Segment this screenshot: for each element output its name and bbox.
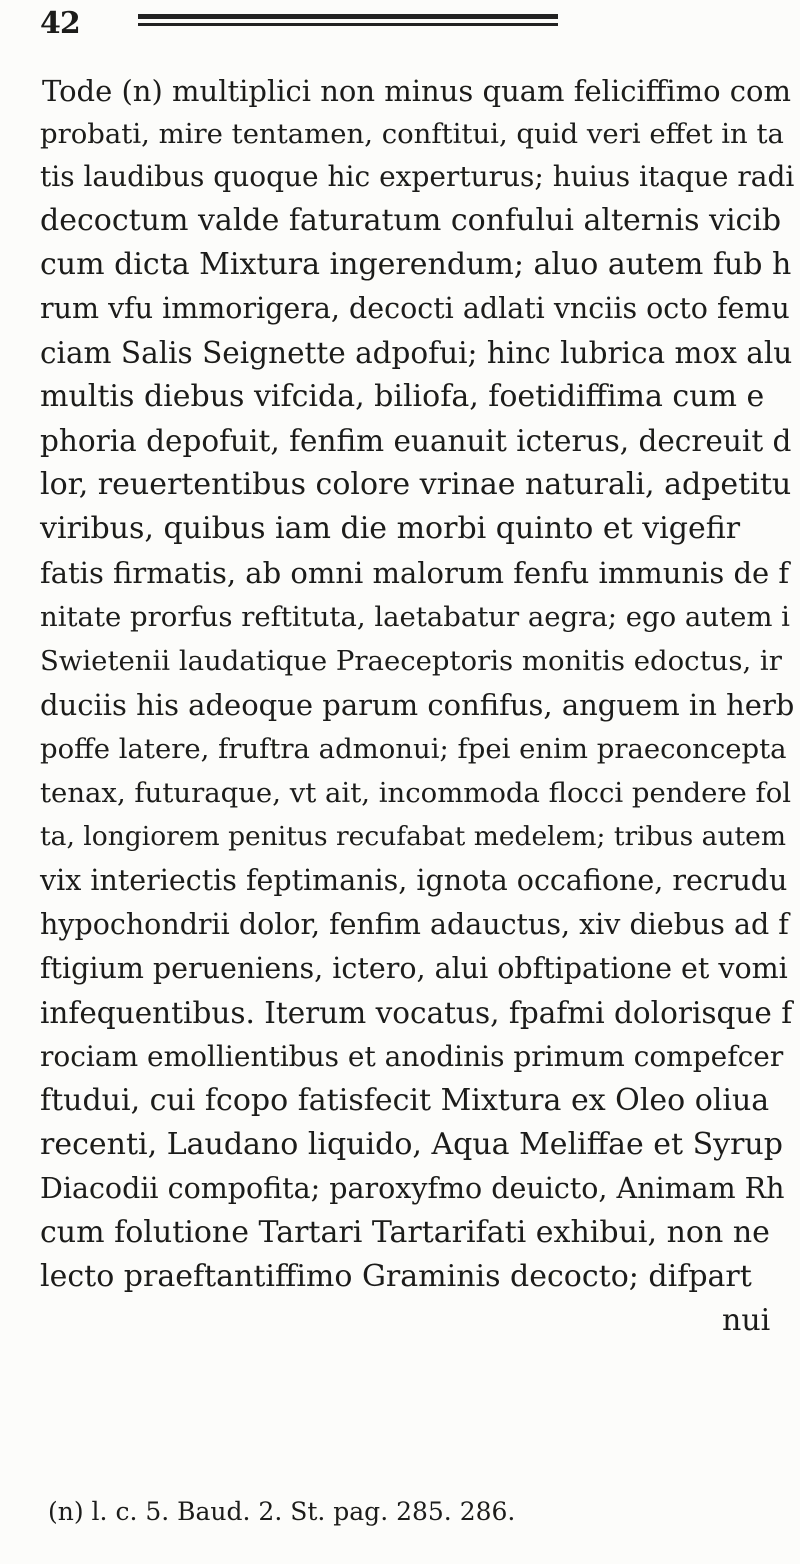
page-number: 42 <box>40 6 80 41</box>
text-line: ta, longiorem penitus recufabat medelem; tribus autem <box>40 821 786 852</box>
text-line: phoria depofuit, fenfim euanuit icterus, decreuit d <box>40 424 792 458</box>
text-line: cum folutione Tartari Tartarifati exhibui, non ne <box>40 1215 770 1250</box>
text-line: viribus, quibus iam die morbi quinto et vigefir <box>40 511 741 546</box>
text-line: multis diebus vifcida, biliofa, foetidiffima cum e <box>40 379 765 414</box>
text-line: lor, reuertentibus colore vrinae naturali, adpetitu <box>40 467 792 502</box>
text-line: hypochondrii dolor, fenfim adauctus, xiv diebus ad f <box>40 908 789 941</box>
text-line: rum vfu immorigera, decocti adlati vnciis octo femu <box>40 292 790 325</box>
text-line: infequentibus. Iterum vocatus, fpafmi dolorisque f <box>40 996 793 1030</box>
text-line: probati, mire tentamen, conftitui, quid veri effet in ta <box>40 118 784 150</box>
text-line: ciam Salis Seignette adpofui; hinc lubrica mox alu <box>40 336 793 370</box>
text-line: recenti, Laudano liquido, Aqua Meliffae et Syrup <box>40 1127 783 1162</box>
text-line: decoctum valde faturatum confului alternis vicib <box>40 203 782 238</box>
text-line: nitate prorfus reftituta, laetabatur aegra; ego autem i <box>40 601 790 633</box>
catchword: nui <box>722 1303 771 1338</box>
text-line: Diacodii compofita; paroxyfmo deuicto, Animam Rh <box>40 1172 785 1205</box>
text-line: fatis firmatis, ab omni malorum fenfu immunis de f <box>40 556 790 590</box>
text-line: poffe latere, fruftra admonui; fpei enim praeconcepta <box>40 733 787 765</box>
header-rule-top <box>138 14 558 19</box>
text-line: tis laudibus quoque hic experturus; huius itaque radi <box>40 160 795 193</box>
text-line: rociam emollientibus et anodinis primum compefcer <box>40 1040 784 1073</box>
text-line: duciis his adeoque parum confifus, anguem in herb <box>40 688 795 722</box>
text-line: Tode (n) multiplici non minus quam feliciffimo com <box>42 74 791 108</box>
text-line: vix interiectis feptimanis, ignota occafione, recrudu <box>40 864 788 897</box>
footnote: (n) l. c. 5. Baud. 2. St. pag. 285. 286. <box>48 1497 516 1526</box>
text-line: ftudui, cui fcopo fatisfecit Mixtura ex Oleo oliua <box>40 1083 770 1118</box>
text-line: tenax, futuraque, vt ait, incommoda flocci pendere fol <box>40 777 792 809</box>
text-line: lecto praeftantiffimo Graminis decocto; difpart <box>40 1259 752 1294</box>
text-line: cum dicta Mixtura ingerendum; aluo autem fub h <box>40 247 792 282</box>
text-line: Swietenii laudatique Praeceptoris monitis edoctus, ir <box>40 645 782 677</box>
header-rule-bottom <box>138 23 558 26</box>
text-line: ftigium perueniens, ictero, alui obftipatione et vomi <box>40 952 788 985</box>
